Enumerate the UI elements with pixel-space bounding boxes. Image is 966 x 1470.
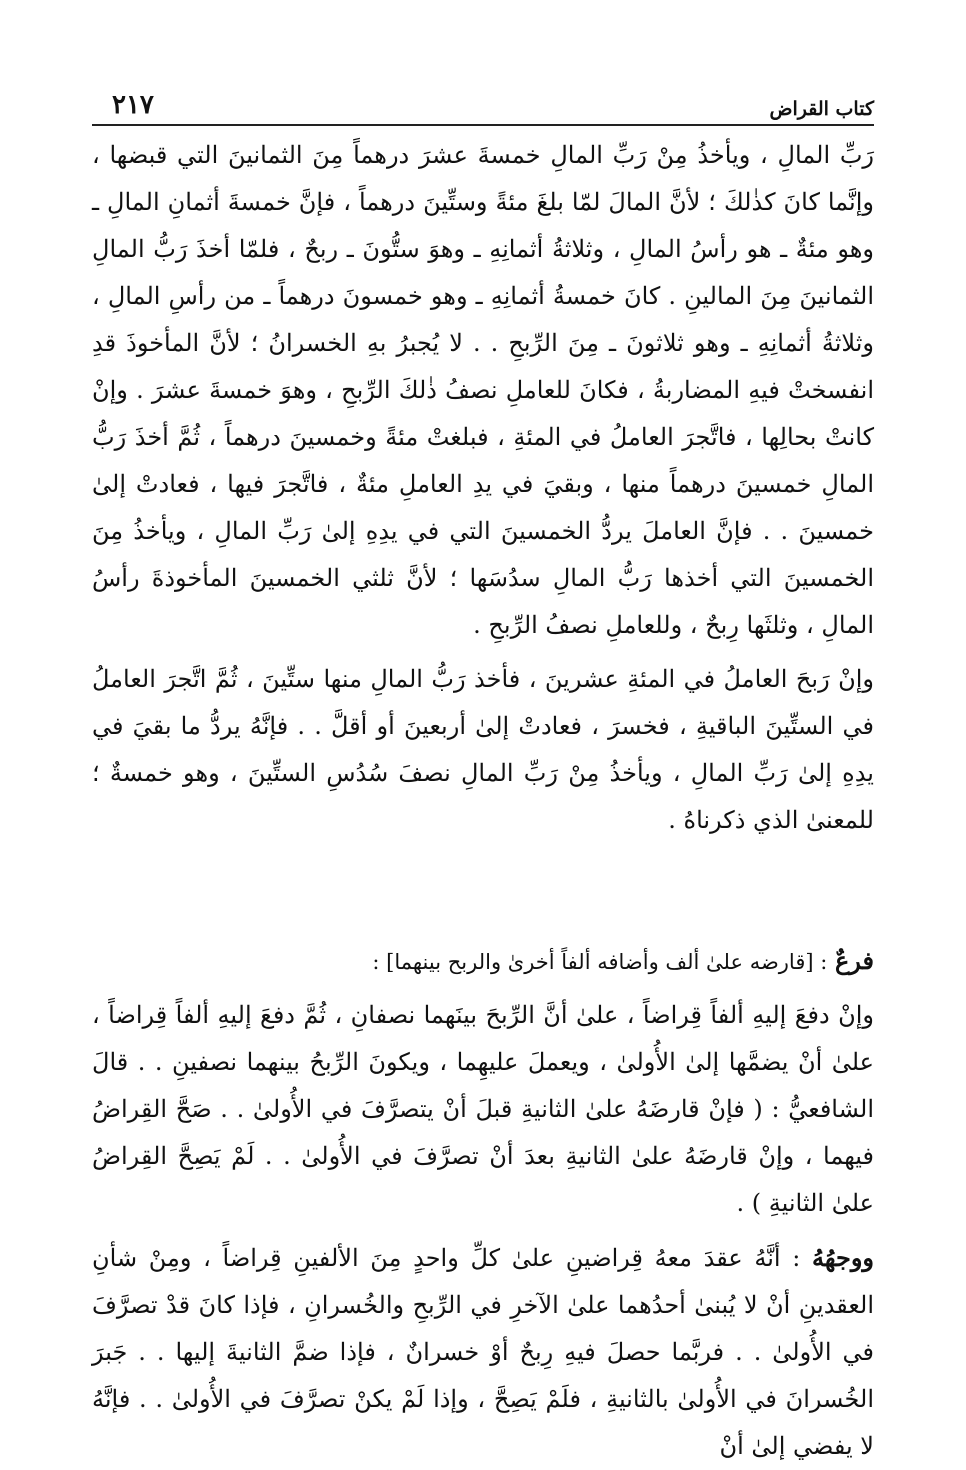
paragraph (92, 1234, 874, 1470)
section-label: فرعٌ (834, 946, 874, 975)
section-heading (92, 935, 874, 988)
page-body (92, 132, 874, 1470)
page-number: ٢١٧ (112, 90, 154, 120)
page-header (92, 82, 874, 126)
paragraph: وإنْ رَبحَ العاملُ في المئةِ عشرينَ ، فأخذ رَبُّ المالِ منها ستِّينَ ، ثُمَّ اتَّجرَ العاملُ في الستِّينَ الباقيةِ ، فخسرَ ، فعادتْ إلىٰ أربعينَ أو أقلَّ . . فإنَّهُ يردُّ ما بقيَ في يدِهِ إلىٰ رَبِّ المالِ ، ويأخذُ مِنْ رَبِّ المالِ نصفَ سُدُسِ الستِّينَ ، وهو خمسةٌ ؛ للمعنىٰ الذي ذكرناهُ . (92, 665, 874, 834)
section-title: : [قارضه علىٰ ألف وأضافه ألفاً أخرىٰ والربح بينهما] : (372, 950, 828, 974)
paragraph-lead: ووجهُهُ (812, 1243, 874, 1272)
running-title: كتاب القراض (769, 98, 874, 120)
paragraph-text: : أنَّهُ عقدَ معهُ قِراضينِ علىٰ كلِّ واحدٍ مِنَ الألفينِ قِراضاً ، ومِنْ شأنِ العقدينِ أنْ لا يُبنىٰ أحدُهما علىٰ الآخرِ في الرِّبحِ والخُسرانِ ، فإذا كانَ قدْ تصرَّفَ في الأُولىٰ . . فربَّما حصلَ فيهِ رِبحٌ أوْ خسرانٌ ، فإذا ضمَّ الثانيةَ إليها . . جَبرَ الخُسرانَ في الأُولىٰ بالثانيةِ ، فلَمْ يَصِحَّ ، وإذا لَمْ يكنْ تصرَّفَ في الأُولىٰ . . فإنَّهُ لا يفضي إلىٰ أنْ (92, 1244, 874, 1460)
paragraph: وإنْ دفعَ إليهِ ألفاً قِراضاً ، علىٰ أنَّ الرِّبحَ بينَهما نصفانِ ، ثُمَّ دفعَ إليهِ ألفاً قِراضاً ، علىٰ أنْ يضمَّها إلىٰ الأُولىٰ ، ويعملَ عليهِما ، ويكونَ الرِّبحُ بينهما نصفينِ . . قالَ الشافعيُّ : ( فإنْ قارضَهُ علىٰ الثانيةِ قبلَ أنْ يتصرَّفَ في الأُولىٰ . . صَحَّ القِراضُ فيهما ، وإنْ قارضَهُ علىٰ الثانيةِ بعدَ أنْ تصرَّفَ في الأُولىٰ . . لَمْ يَصِحَّ القِراضُ علىٰ الثانيةِ ) . (92, 1001, 875, 1217)
paragraph: رَبِّ المالِ ، ويأخذُ مِنْ رَبِّ المالِ خمسةَ عشرَ درهماً مِنَ الثمانينَ التي قبضها ، وإنَّما كانَ كذٰلكَ ؛ لأنَّ المالَ لمّا بلغَ مئةً وستِّينَ درهماً ، فإنَّ خمسةَ أثمانِ المالِ ـ وهو مئةٌ ـ هو رأسُ المالِ ، وثلاثةُ أثمانِهِ ـ وهوَ ستُّونَ ـ ربحٌ ، فلمّا أخذَ رَبُّ المالِ الثمانينَ مِنَ المالينِ . كانَ خمسةُ أثمانِهِ ـ وهو خمسونَ درهماً ـ من رأسِ المالِ ، وثلاثةُ أثمانِهِ ـ وهو ثلاثونَ ـ مِنَ الرِّبحِ . . لا يُجبرُ بهِ الخسرانُ ؛ لأنَّ المأخوذَ قدِ انفسختْ فيهِ المضاربةُ ، فكانَ للعاملِ نصفُ ذٰلكَ الرِّبحِ ، وهوَ خمسةَ عشرَ . وإنْ كانتْ بحالِها ، فاتَّجرَ العاملُ في المئةِ ، فبلغتْ مئةً وخمسينَ درهماً ، ثُمَّ أخذَ رَبُّ المالِ خمسينَ درهماً منها ، وبقيَ في يدِ العاملِ مئةٌ ، فاتَّجرَ فيها ، فعادتْ إلىٰ خمسينَ . . فإنَّ العاملَ يردُّ الخمسينَ التي في يدِهِ إلىٰ رَبِّ المالِ ، ويأخذُ مِنَ الخمسينَ التي أخذها رَبُّ المالِ سدُسَها ؛ لأنَّ ثلثي الخمسينَ المأخوذةَ رأسُ المالِ ، وثلثَها رِبحٌ ، وللعاملِ نصفُ الرِّبحِ . (92, 141, 875, 639)
section-spacer (92, 851, 874, 935)
